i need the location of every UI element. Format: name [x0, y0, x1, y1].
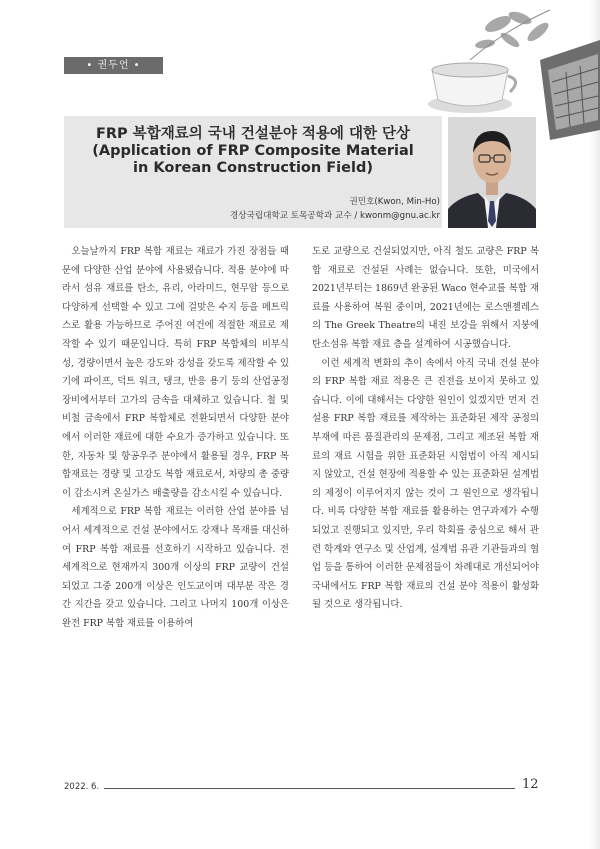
title-korean: FRP 복합재료의 국내 건설분야 적용에 대한 단상: [95, 126, 411, 142]
leaf-icon: [470, 9, 551, 60]
paragraph: 오늘날까지 FRP 복합 재료는 재료가 가진 장점들 때문에 다양한 산업 분야에 사용됐습니다. 적용 분야에 따라서 섬유 재료를 탄소, 유리, 아라미드, 현무암 등으로 다양하게 선택할 수 있고 그에 걸맞은 수지 등을 메트릭스로 활용 가능하므로 주어진 여건에 적절한 재료로 제작할 수 있기 때문입니다. 특히 FRP 복합체의 비부식성, 경량이면서 높은 강도와 강성을 갖도록 제작할 수 있기에 파이프, 덕트 워크, 탱크, 반응 용기 등의 산업공정 장비에서부터 고가의 금속을 대체하고 있습니다. 철 및 비철 금속에서 FRP 복합체로 전환되면서 다양한 분야에서 이러한 재료에 대한 수요가 증가하고 있습니다. 또한, 자동차 및 항공우주 분야에서 활용될 경우, FRP 복합재료는 경량 및 고강도 복합 재료로서, 차량의 총 중량이 감소시켜 온실가스 배출량을 감소시킬 수 있습니다.: [62, 246, 289, 499]
page-number: 12: [522, 777, 539, 792]
author-name: 권민호(Kwon, Min-Ho): [349, 197, 440, 207]
title-english-line1: (Application of FRP Composite Material: [92, 143, 414, 159]
footer-divider: [104, 788, 515, 789]
author-affiliation: 경상국립대학교 토목공학과 교수 / kwonm@gnu.ac.kr: [229, 211, 440, 221]
author-photo: [448, 117, 536, 228]
title-english-line2: in Korean Construction Field): [133, 160, 373, 176]
paragraph: 이런 세계적 변화의 추이 속에서 아직 국내 건설 분야의 FRP 복합 재료 적용은 큰 진전을 보이지 못하고 있습니다. 이에 대해서는 다양한 원인이 있겠지만 먼저 건설용 FRP 복합 재료를 제작하는 표준화된 제작 공정의 부재에 따른 품질관리의 문제점, 그리고 제조된 복합 재료의 재료 시험을 위한 표준화된 시험법이 아직 제시되지 않았고, 건설 현장에 적용할 수 있는 표준화된 설계법의 제정이 이루어지지 않는 것이 그 원인으로 생각됩니다. 비록 다양한 복합 재료를 활용하는 연구과제가 수행되었고 진행되고 있지만, 우리 학회를 중심으로 해서 관련 학계와 연구소 및 산업계, 설계법 유관 기관들과의 협업 등을 통하여 이러한 문제점들이 차례대로 개선되어야 국내에서도 FRP 복합 재료의 건설 분야 적용이 활성화될 것으로 생각됩니다.: [312, 357, 539, 611]
article-column-left: [62, 243, 289, 633]
issue-date: 2022. 6.: [64, 782, 100, 792]
author-info: [230, 195, 440, 223]
laptop-icon: [540, 40, 600, 140]
paragraph: 도로 교량으로 건설되었지만, 아직 철도 교량은 FRP 복합 재료로 건설된 사례는 없습니다. 또한, 미국에서 2021년부터는 1869년 완공된 Waco 현수교를 복합 재료를 사용하여 복원 중이며, 2021년에는 로스앤젤레스의 The Greek Theatre의 내진 보강을 위해서 지붕에 탄소섬유 복합 재료 층을 설계하여 시공했습니다.: [312, 246, 539, 350]
article-column-right: [312, 243, 539, 615]
coffee-cup-icon: [428, 63, 516, 113]
title-english: [64, 143, 442, 177]
paragraph: 세계적으로 FRP 복합 재료는 이러한 산업 분야를 넘어서 세계적으로 건설 분야에서도 강재나 목재를 대신하여 FRP 복합 재료를 선호하기 시작하고 있습니다. 전 세계적으로 현재까지 300개 이상의 FRP 교량이 건설되었고 그중 200개 이상은 인도교이며 대부분 작은 경간 지간을 갖고 있습니다. 그리고 나머지 100개 이상은 완전 FRP 복합 재료를 이용하여: [62, 506, 289, 629]
column-tag: • 권두언 •: [64, 57, 163, 74]
